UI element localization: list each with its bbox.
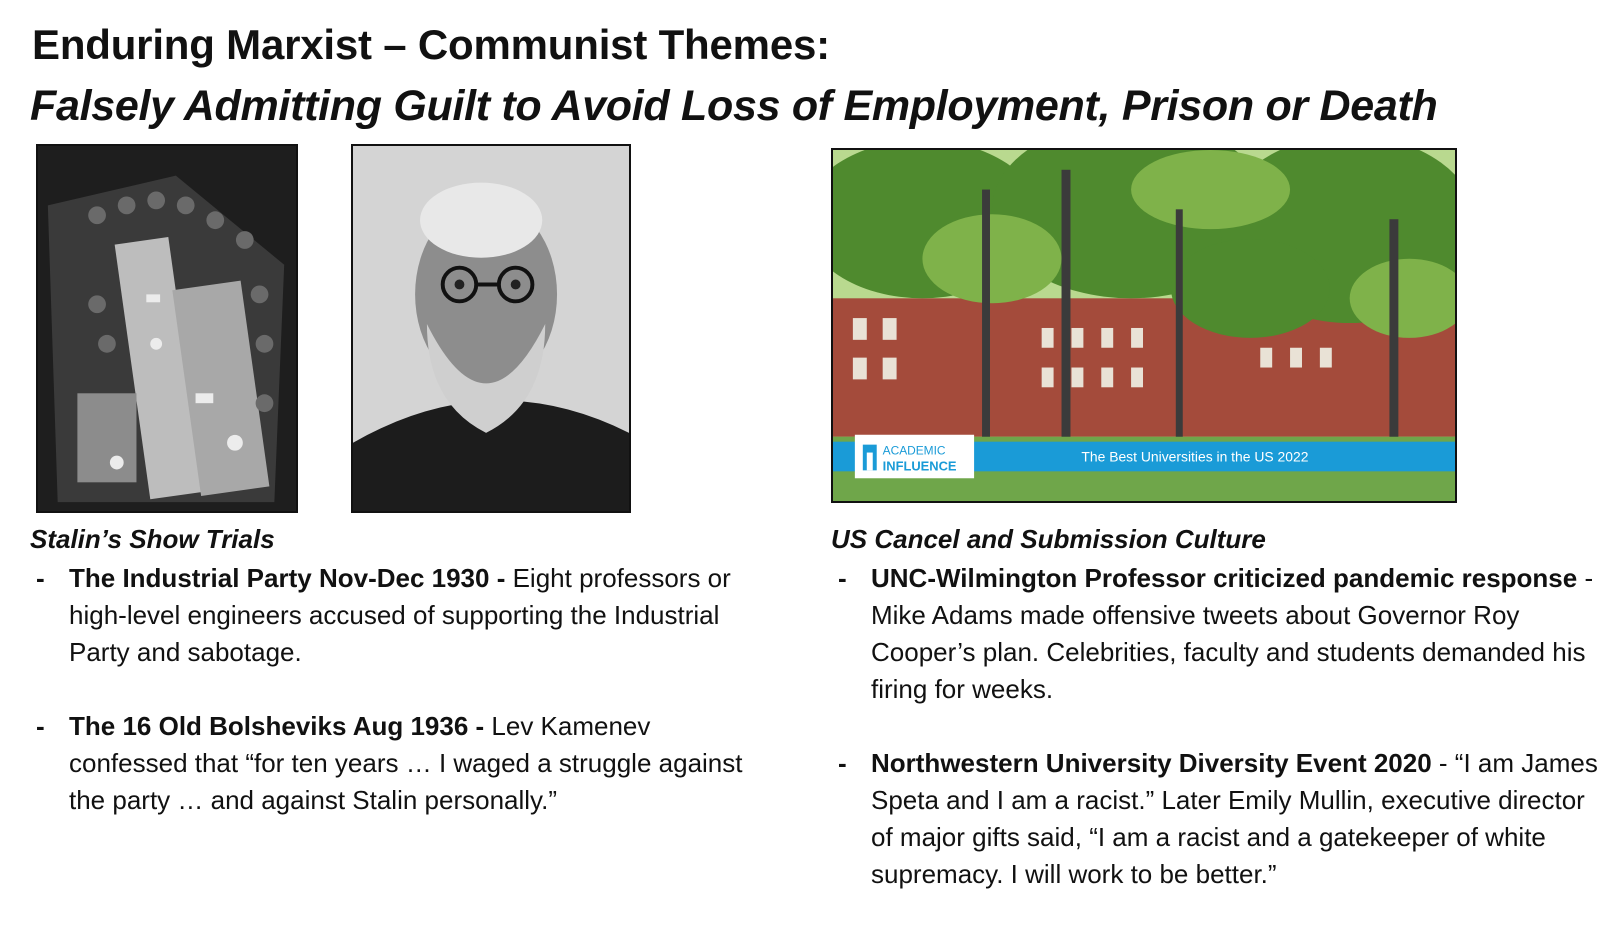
bullet-text: Lev Kamenev confessed that “for ten years … I waged a struggle against the party … and against Stalin personally.” <box>69 711 743 815</box>
right-section-heading: US Cancel and Submission Culture <box>831 524 1266 554</box>
banner-caption: The Best Universities in the US 2022 <box>1081 448 1309 465</box>
bullet-marker: - <box>36 711 45 741</box>
bullet-text: Eight professors or high-level engineers accused of supporting the Industrial Party and sabotage. <box>69 563 731 667</box>
list-item <box>36 708 756 819</box>
bullet-lead: Northwestern University Diversity Event 2020 <box>871 748 1432 778</box>
bullet-lead: The Industrial Party Nov-Dec 1930 - <box>69 563 513 593</box>
logo-line1: ACADEMIC <box>882 443 946 458</box>
bullet-marker: - <box>838 563 847 593</box>
bullet-text: - Mike Adams made offensive tweets about Governor Roy Cooper’s plan. Celebrities, faculty and students demanded his firing for weeks. <box>871 563 1594 704</box>
portrait-photo <box>351 144 631 513</box>
slide-subtitle: Falsely Admitting Guilt to Avoid Loss of Employment, Prison or Death <box>30 82 1438 130</box>
slide-title: Enduring Marxist – Communist Themes: <box>32 21 830 68</box>
logo-line2: INFLUENCE <box>882 458 957 474</box>
list-item <box>838 560 1598 708</box>
right-bullet-list <box>838 560 1598 930</box>
bullet-lead: The 16 Old Bolsheviks Aug 1936 - <box>69 711 492 741</box>
bullet-text: - “I am James Speta and I am a racist.” Later Emily Mullin, executive director of major gifts said, “I am a racist and a gatekeeper of white supremacy. I will work to be better.” <box>871 748 1598 889</box>
left-section-heading: Stalin’s Show Trials <box>30 524 275 554</box>
campus-photo <box>831 148 1457 503</box>
list-item <box>838 745 1598 893</box>
bullet-marker: - <box>838 748 847 778</box>
bullet-marker: - <box>36 563 45 593</box>
show-trial-photo <box>36 144 298 513</box>
list-item <box>36 560 756 671</box>
bullet-lead: UNC-Wilmington Professor criticized pandemic response <box>871 563 1578 593</box>
left-bullet-list <box>36 560 756 856</box>
